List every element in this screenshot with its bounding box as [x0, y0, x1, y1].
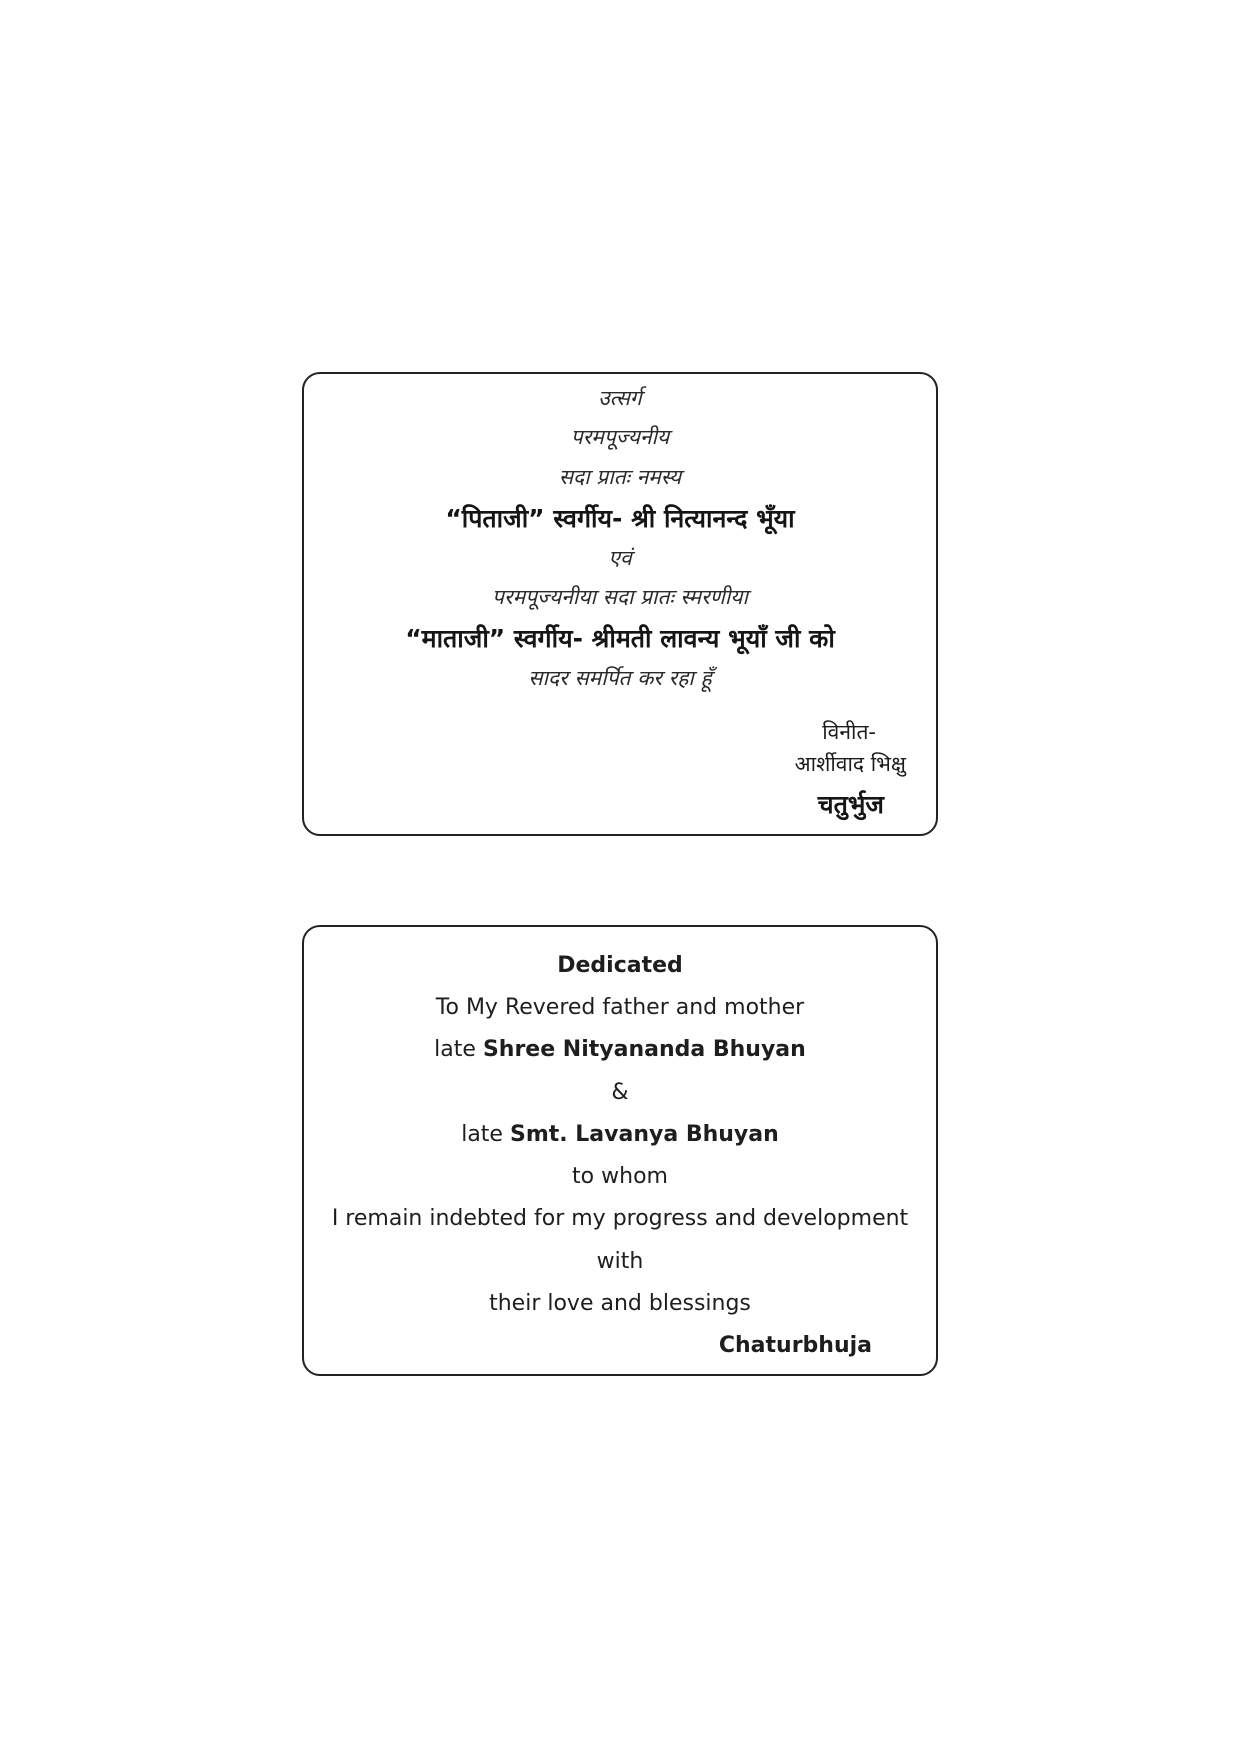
english-line-7: with: [596, 1249, 644, 1274]
dedication-title: Dedicated: [557, 953, 683, 978]
english-line-1: To My Revered father and mother: [435, 995, 805, 1020]
hindi-father-line: “पिताजी” स्वर्गीय- श्री नित्यानन्द भूँया: [445, 504, 795, 533]
hindi-line-6: परमपूज्यनीया सदा प्रातः स्मरणीया: [492, 585, 748, 609]
hindi-dedication-box: [302, 372, 938, 836]
english-signature: Chaturbhuja: [718, 1333, 872, 1358]
english-line-6: I remain indebted for my progress and development: [331, 1206, 909, 1231]
hindi-heading: उत्सर्ग: [598, 386, 642, 410]
hindi-line-2: परमपूज्यनीय: [570, 425, 670, 449]
english-father-line: late Shree Nityananda Bhuyan: [434, 1037, 806, 1062]
hindi-line-8: सादर समर्पित कर रहा हूँ: [528, 666, 712, 690]
hindi-signature: चतुर्भुज: [817, 790, 884, 819]
english-ampersand: &: [611, 1080, 629, 1105]
hindi-line-3: सदा प्रातः नमस्य: [558, 465, 682, 489]
english-line-5: to whom: [572, 1164, 668, 1189]
hindi-signoff-2: आर्शीवाद भिक्षु: [794, 752, 906, 776]
english-dedication-box: [302, 925, 938, 1376]
english-line-8: their love and blessings: [489, 1291, 751, 1316]
hindi-line-5: एवं: [608, 546, 632, 570]
hindi-mother-line: “माताजी” स्वर्गीय- श्रीमती लावन्य भूयाँ जी को: [405, 624, 835, 653]
english-mother-line: late Smt. Lavanya Bhuyan: [461, 1122, 779, 1147]
hindi-signoff: विनीत-: [822, 720, 876, 744]
